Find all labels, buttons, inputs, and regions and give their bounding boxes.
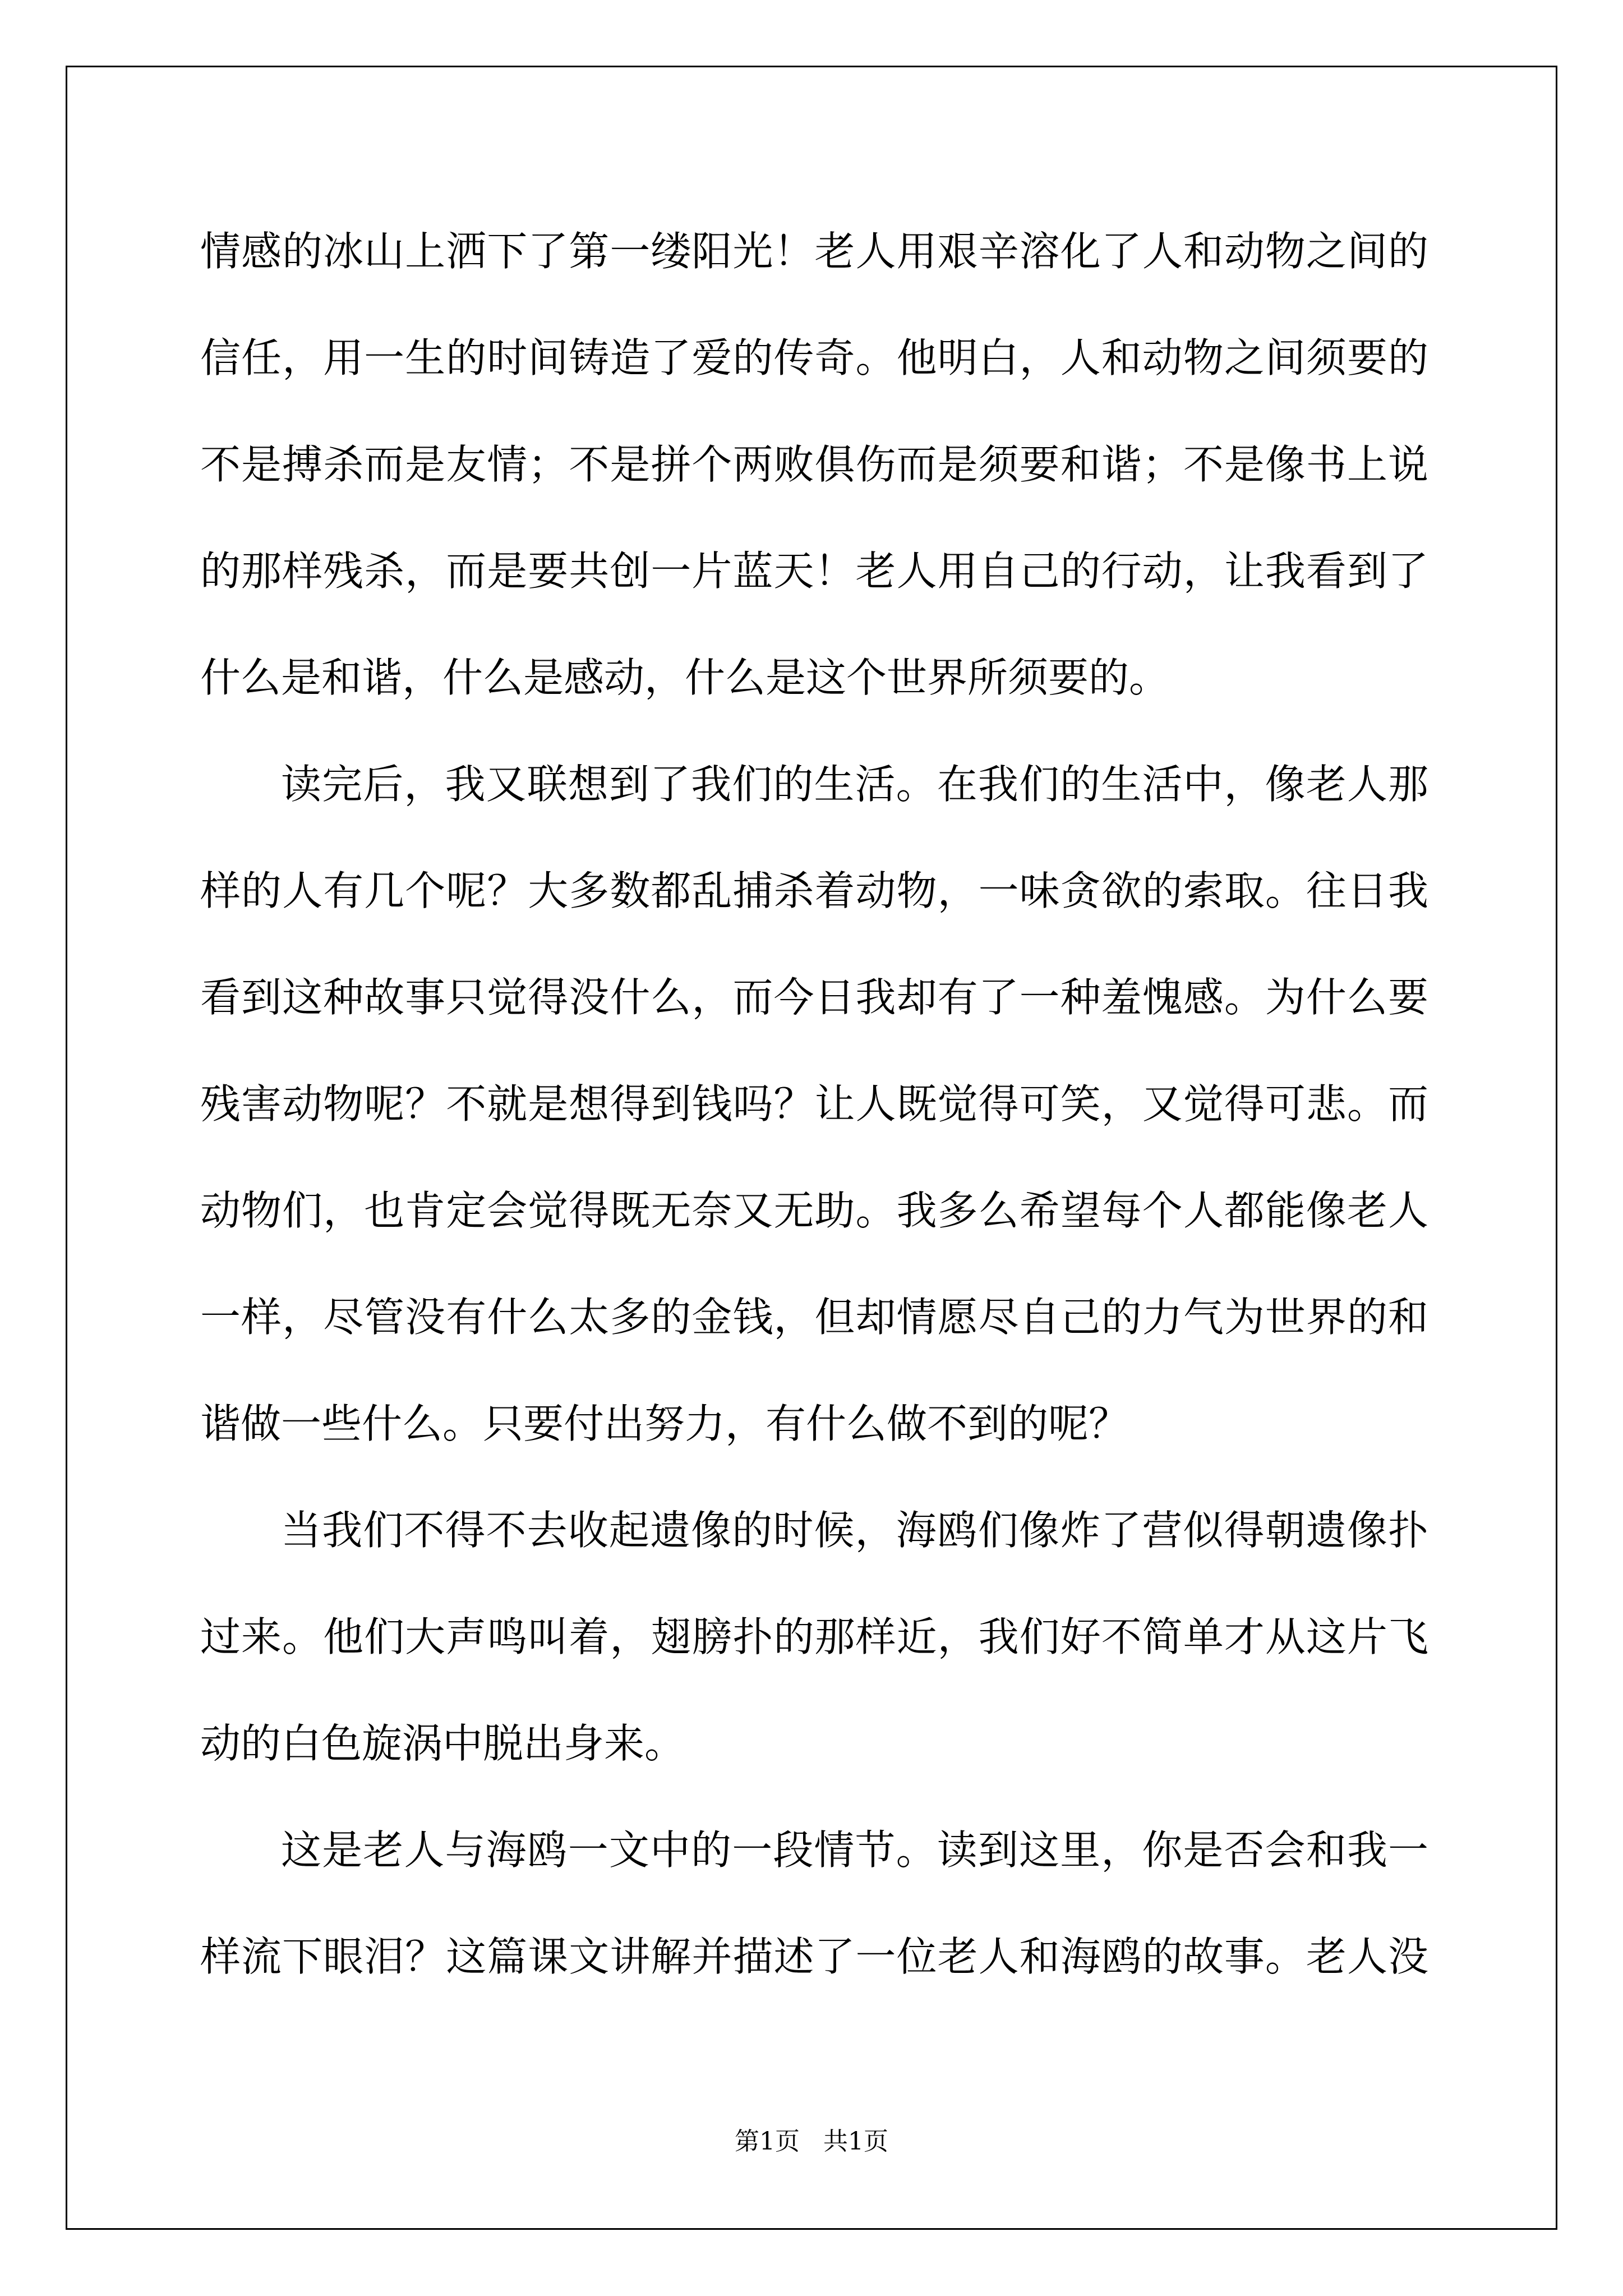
text-line: 样流下眼泪？这篇课文讲解并描述了一位老人和海鸥的故事。老人没	[200, 1933, 1428, 1980]
text-line: 动的白色旋涡中脱出身来。	[200, 1720, 685, 1767]
text-line: 谐做一些什么。只要付出努力，有什么做不到的呢？	[200, 1400, 1129, 1447]
text-line: 看到这种故事只觉得没什么，而今日我却有了一种羞愧感。为什么要	[200, 974, 1428, 1021]
text-line: 情感的冰山上洒下了第一缕阳光！老人用艰辛溶化了人和动物之间的	[200, 228, 1428, 275]
page-footer: 第1页 共1页	[735, 2127, 888, 2156]
text-line: 样的人有几个呢？大多数都乱捕杀着动物，一味贪欲的索取。往日我	[200, 867, 1428, 914]
text-line: 的那样残杀，而是要共创一片蓝天！老人用自己的行动，让我看到了	[200, 547, 1428, 595]
text-line: 过来。他们大声鸣叫着，翅膀扑的那样近，我们好不简单才从这片飞	[200, 1613, 1428, 1660]
text-line: 读完后，我又联想到了我们的生活。在我们的生活中，像老人那	[281, 761, 1428, 808]
text-line: 动物们，也肯定会觉得既无奈又无助。我多么希望每个人都能像老人	[200, 1187, 1428, 1234]
text-line: 当我们不得不去收起遗像的时候，海鸥们像炸了营似得朝遗像扑	[281, 1507, 1428, 1554]
text-line: 什么是和谐，什么是感动，什么是这个世界所须要的。	[200, 654, 1170, 701]
text-line: 信任，用一生的时间铸造了爱的传奇。他明白，人和动物之间须要的	[200, 334, 1428, 381]
text-line: 残害动物呢？不就是想得到钱吗？让人既觉得可笑，又觉得可悲。而	[200, 1080, 1428, 1128]
text-line: 不是搏杀而是友情；不是拼个两败俱伤而是须要和谐；不是像书上说	[200, 441, 1428, 488]
text-line: 一样，尽管没有什么太多的金钱，但却情愿尽自己的力气为世界的和	[200, 1294, 1428, 1341]
text-line: 这是老人与海鸥一文中的一段情节。读到这里，你是否会和我一	[281, 1826, 1428, 1874]
document-body	[200, 219, 1428, 2031]
